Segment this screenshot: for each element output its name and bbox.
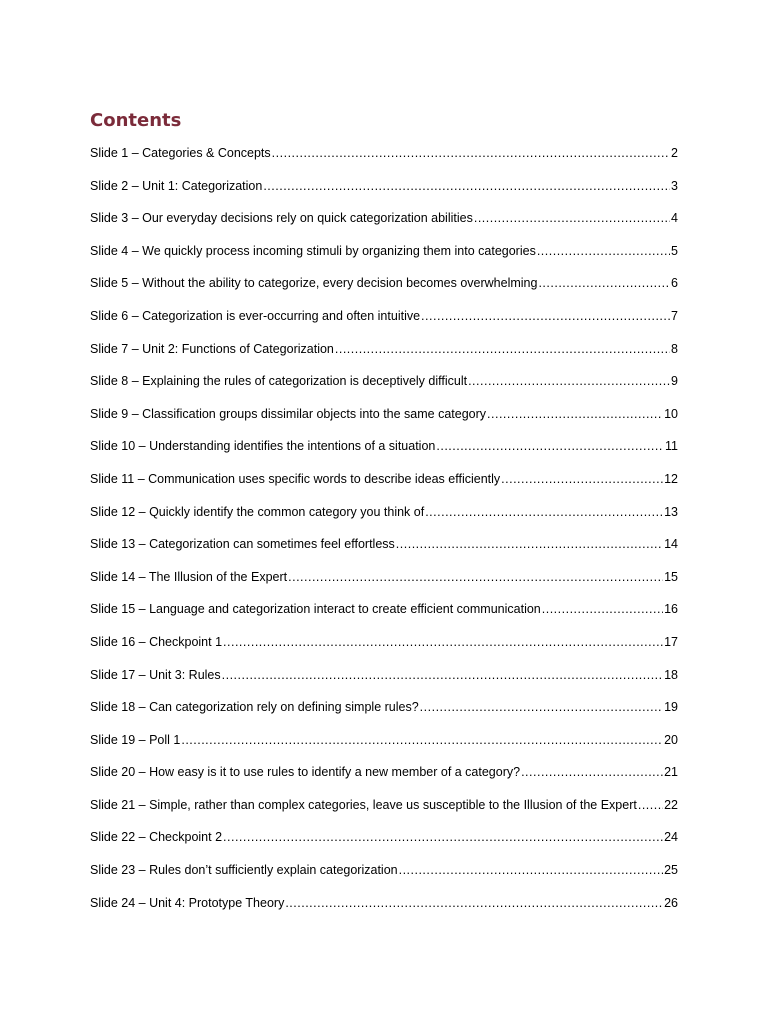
toc-dot-leader <box>425 505 663 519</box>
toc-entry[interactable] <box>90 439 678 472</box>
toc-dot-leader <box>436 439 664 453</box>
toc-title: Contents <box>90 110 182 131</box>
toc-dot-leader <box>521 765 663 779</box>
toc-entry-page-number: 11 <box>665 439 678 454</box>
toc-entry-label: Slide 19 – Poll 1 <box>90 732 181 747</box>
toc-entry-label: Slide 2 – Unit 1: Categorization <box>90 178 263 193</box>
toc-entry-page-number: 19 <box>664 700 678 715</box>
toc-entry-page-number: 16 <box>664 602 678 617</box>
toc-entry-label: Slide 12 – Quickly identify the common category you think of <box>90 504 425 519</box>
toc-entry-page-number: 7 <box>671 308 678 323</box>
toc-entry-label: Slide 18 – Can categorization rely on defining simple rules? <box>90 700 419 715</box>
toc-entry-page-number: 21 <box>664 765 678 780</box>
toc-entry[interactable] <box>90 700 678 733</box>
toc-dot-leader <box>272 146 670 160</box>
toc-entry-label: Slide 11 – Communication uses specific words to describe ideas efficiently <box>90 471 501 486</box>
toc-dot-leader <box>638 798 663 812</box>
toc-entry-page-number: 20 <box>664 732 678 747</box>
toc-dot-leader <box>263 179 670 193</box>
toc-dot-leader <box>223 830 663 844</box>
toc-entry[interactable] <box>90 570 678 603</box>
toc-entry[interactable] <box>90 342 678 375</box>
toc-entry-label: Slide 6 – Categorization is ever-occurring and often intuitive <box>90 308 421 323</box>
toc-entry-label: Slide 3 – Our everyday decisions rely on quick categorization abilities <box>90 211 473 226</box>
toc-entry-label: Slide 8 – Explaining the rules of categorization is deceptively difficult <box>90 374 468 389</box>
toc-entry[interactable] <box>90 798 678 831</box>
toc-entry-label: Slide 9 – Classification groups dissimilar objects into the same category <box>90 406 487 421</box>
toc-entry-label: Slide 7 – Unit 2: Functions of Categorization <box>90 341 334 356</box>
toc-entry-label: Slide 5 – Without the ability to categorize, every decision becomes overwhelming <box>90 276 538 291</box>
toc-entry-label: Slide 23 – Rules don’t sufficiently explain categorization <box>90 863 398 878</box>
toc-dot-leader <box>288 570 663 584</box>
toc-dot-leader <box>537 244 670 258</box>
toc-dot-leader <box>335 342 670 356</box>
toc-entry[interactable] <box>90 179 678 212</box>
toc-entry[interactable] <box>90 668 678 701</box>
toc-dot-leader <box>420 700 663 714</box>
toc-entry-label: Slide 17 – Unit 3: Rules <box>90 667 221 682</box>
toc-dot-leader <box>538 276 670 290</box>
toc-entry-label: Slide 10 – Understanding identifies the intentions of a situation <box>90 439 436 454</box>
toc-entry-label: Slide 22 – Checkpoint 2 <box>90 830 223 845</box>
toc-dot-leader <box>396 537 663 551</box>
toc-entry[interactable] <box>90 472 678 505</box>
toc-entry-page-number: 3 <box>671 178 678 193</box>
toc-entry-label: Slide 15 – Language and categorization interact to create efficient communication <box>90 602 541 617</box>
toc-entry[interactable] <box>90 276 678 309</box>
toc-entry[interactable] <box>90 602 678 635</box>
toc-list <box>90 146 678 928</box>
toc-entry[interactable] <box>90 146 678 179</box>
toc-entry-label: Slide 16 – Checkpoint 1 <box>90 634 223 649</box>
toc-entry-page-number: 13 <box>664 504 678 519</box>
toc-entry-page-number: 5 <box>671 243 678 258</box>
toc-dot-leader <box>421 309 670 323</box>
toc-entry-label: Slide 4 – We quickly process incoming stimuli by organizing them into categories <box>90 243 536 258</box>
toc-dot-leader <box>222 668 663 682</box>
toc-entry-label: Slide 20 – How easy is it to use rules to identify a new member of a category? <box>90 765 521 780</box>
toc-dot-leader <box>399 863 664 877</box>
toc-entry-page-number: 4 <box>671 211 678 226</box>
toc-entry[interactable] <box>90 830 678 863</box>
toc-entry[interactable] <box>90 537 678 570</box>
toc-dot-leader <box>474 211 670 225</box>
toc-entry-page-number: 17 <box>664 634 678 649</box>
toc-dot-leader <box>542 602 663 616</box>
toc-entry[interactable] <box>90 863 678 896</box>
toc-entry[interactable] <box>90 407 678 440</box>
toc-entry-label: Slide 1 – Categories & Concepts <box>90 146 271 160</box>
toc-entry[interactable] <box>90 635 678 668</box>
toc-entry-page-number: 10 <box>664 406 678 421</box>
toc-entry-page-number: 24 <box>664 830 678 845</box>
toc-dot-leader <box>487 407 663 421</box>
toc-entry-label: Slide 14 – The Illusion of the Expert <box>90 569 288 584</box>
toc-entry-page-number: 2 <box>671 146 678 160</box>
toc-entry-page-number: 6 <box>671 276 678 291</box>
toc-entry-page-number: 15 <box>664 569 678 584</box>
toc-entry[interactable] <box>90 505 678 538</box>
toc-entry[interactable] <box>90 211 678 244</box>
toc-entry-page-number: 8 <box>671 341 678 356</box>
toc-entry-page-number: 18 <box>664 667 678 682</box>
toc-entry-page-number: 12 <box>664 471 678 486</box>
toc-entry-page-number: 25 <box>664 863 678 878</box>
toc-entry[interactable] <box>90 374 678 407</box>
toc-entry[interactable] <box>90 765 678 798</box>
toc-entry-label: Slide 24 – Unit 4: Prototype Theory <box>90 895 285 910</box>
toc-entry-page-number: 14 <box>664 537 678 552</box>
toc-entry-page-number: 9 <box>671 374 678 389</box>
toc-entry[interactable] <box>90 309 678 342</box>
toc-entry-page-number: 22 <box>664 797 678 812</box>
toc-entry-page-number: 26 <box>664 895 678 910</box>
toc-dot-leader <box>285 896 663 910</box>
toc-entry[interactable] <box>90 733 678 766</box>
toc-dot-leader <box>501 472 663 486</box>
toc-dot-leader <box>223 635 663 649</box>
toc-dot-leader <box>468 374 670 388</box>
toc-entry-label: Slide 13 – Categorization can sometimes feel effortless <box>90 537 395 552</box>
toc-entry[interactable] <box>90 896 678 929</box>
toc-entry[interactable] <box>90 244 678 277</box>
toc-dot-leader <box>181 733 663 747</box>
toc-entry-label: Slide 21 – Simple, rather than complex categories, leave us susceptible to the Illusion of the Expert <box>90 797 637 812</box>
